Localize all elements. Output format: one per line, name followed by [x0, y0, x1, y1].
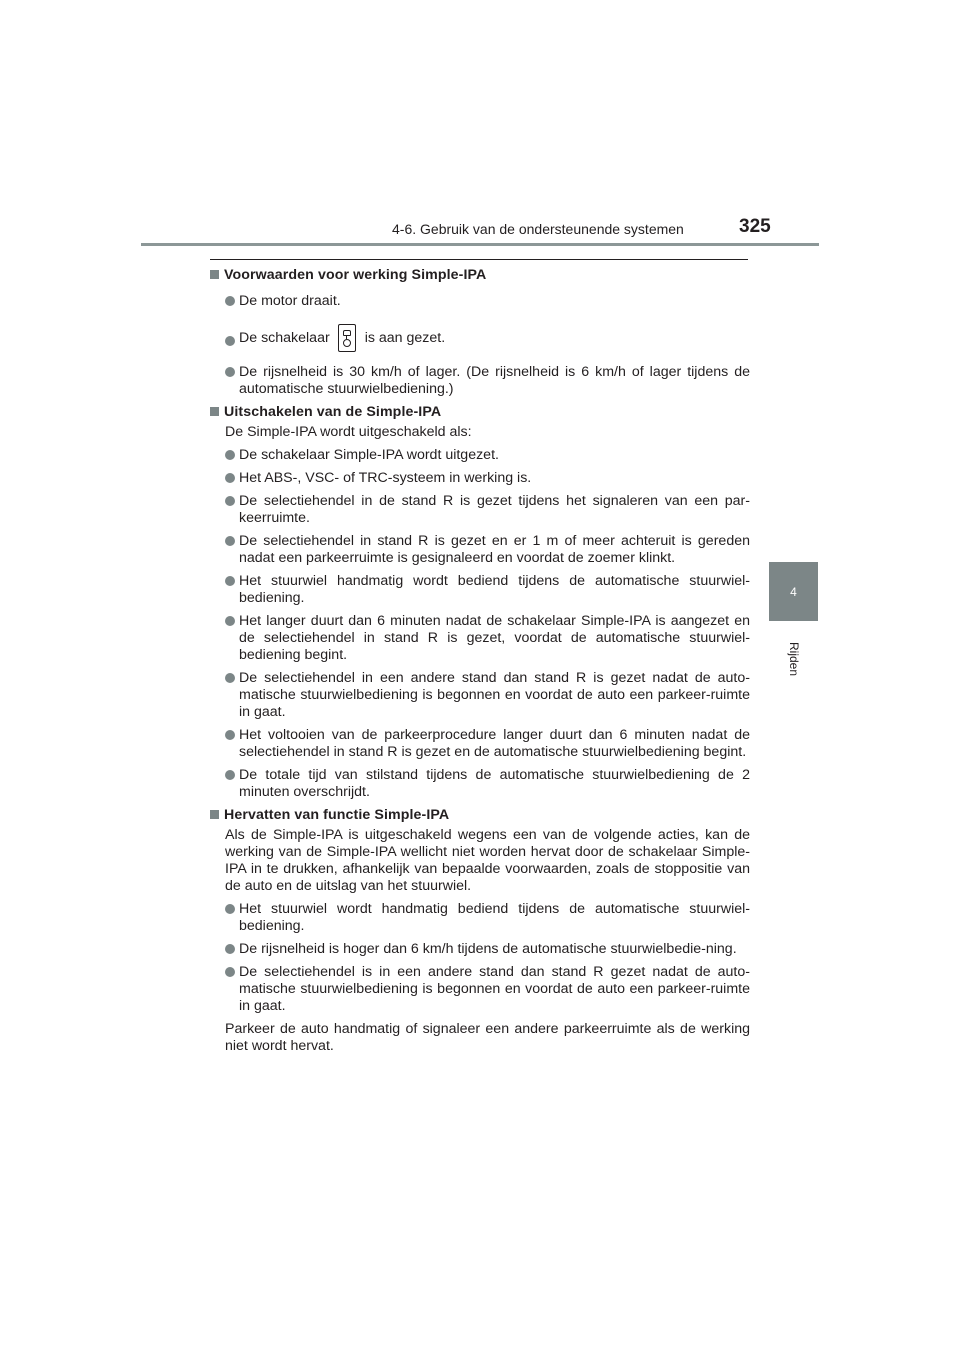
page-content: [210, 267, 750, 1061]
section-heading: Hervatten van functie Simple-IPA: [210, 807, 750, 824]
round-bullet-icon: [225, 673, 235, 683]
list-item: De selectiehendel is in een andere stand dan stand R gezet nadat de auto-matische stuurwielbediening is begonnen en voordat de auto een parkeer-ruimte in gaat.: [210, 964, 750, 1015]
section-outro: Parkeer de auto handmatig of signaleer een andere parkeerruimte als de werking niet wordt hervat.: [225, 1021, 750, 1054]
list-item: De rijsnelheid is hoger dan 6 km/h tijdens de automatische stuurwielbedie-ning.: [210, 941, 750, 958]
list-item: De selectiehendel in een andere stand dan stand R is gezet nadat de auto-matische stuurwielbediening is begonnen en voordat de auto een parkeer-ruimte in gaat.: [210, 670, 750, 721]
section-heading: Uitschakelen van de Simple-IPA: [210, 404, 750, 421]
list-item: De selectiehendel in de stand R is gezet tijdens het signaleren van een par-keerruimte.: [210, 493, 750, 527]
chapter-label: Rijden: [787, 641, 801, 677]
list-item: De schakelaar is aan gezet.: [210, 324, 750, 352]
section-intro: De Simple-IPA wordt uitgeschakeld als:: [225, 424, 472, 440]
round-bullet-icon: [225, 367, 235, 377]
round-bullet-icon: [225, 770, 235, 780]
round-bullet-icon: [225, 450, 235, 460]
section-deactivation: [210, 404, 750, 801]
list-item: Het ABS-, VSC- of TRC-systeem in werking is.: [210, 470, 750, 487]
chapter-tab[interactable]: [769, 562, 818, 621]
section-heading: Voorwaarden voor werking Simple-IPA: [210, 267, 750, 284]
list-item: De totale tijd van stilstand tijdens de automatische stuurwielbediening de 2 minuten overschrijdt.: [210, 767, 750, 801]
square-bullet-icon: [210, 810, 219, 819]
round-bullet-icon: [225, 967, 235, 977]
round-bullet-icon: [225, 576, 235, 586]
list-item: De schakelaar Simple-IPA wordt uitgezet.: [210, 447, 750, 464]
header-rule: [141, 243, 819, 246]
page-number: 325: [739, 216, 771, 237]
list-item: De rijsnelheid is 30 km/h of lager. (De rijsnelheid is 6 km/h of lager tijdens de automatische stuurwielbediening.): [210, 364, 750, 398]
section-resume: [210, 807, 750, 1055]
simple-ipa-switch-icon: [338, 324, 356, 352]
list-item: Het voltooien van de parkeerprocedure langer duurt dan 6 minuten nadat de selectiehendel in stand R is gezet en de automatische stuurwielbediening begint.: [210, 727, 750, 761]
round-bullet-icon: [225, 944, 235, 954]
list-item: Het stuurwiel handmatig wordt bediend tijdens de automatische stuurwiel-bediening.: [210, 573, 750, 607]
list-item: De motor draait.: [210, 293, 750, 310]
round-bullet-icon: [225, 473, 235, 483]
square-bullet-icon: [210, 407, 219, 416]
round-bullet-icon: [225, 296, 235, 306]
section-operating-conditions: [210, 267, 750, 398]
round-bullet-icon: [225, 730, 235, 740]
list-item: De selectiehendel in stand R is gezet en er 1 m of meer achteruit is gereden nadat een parkeerruimte is gesignaleerd en voordat de zoemer klinkt.: [210, 533, 750, 567]
list-item: Het stuurwiel wordt handmatig bediend tijdens de automatische stuurwiel-bediening.: [210, 901, 750, 935]
content-rule: [210, 259, 748, 260]
round-bullet-icon: [225, 496, 235, 506]
round-bullet-icon: [225, 616, 235, 626]
square-bullet-icon: [210, 270, 219, 279]
section-intro: Als de Simple-IPA is uitgeschakeld wegens een van de volgende acties, kan de werking van de Simple-IPA wellicht niet worden hervat door de schakelaar Simple-IPA in te drukken, afhankelijk van bepaalde voorwaarden, zoals de stoppositie van de auto en de uitslag van het stuurwiel.: [225, 827, 750, 894]
header-title: 4-6. Gebruik van de ondersteunende systemen: [392, 221, 684, 237]
round-bullet-icon: [225, 536, 235, 546]
list-item: Het langer duurt dan 6 minuten nadat de schakelaar Simple-IPA is aangezet en de selectiehendel in stand R is gezet, voordat de automatische stuurwiel-bediening begint.: [210, 613, 750, 664]
chapter-number: 4: [790, 584, 797, 599]
round-bullet-icon: [225, 904, 235, 914]
round-bullet-icon: [225, 336, 235, 346]
